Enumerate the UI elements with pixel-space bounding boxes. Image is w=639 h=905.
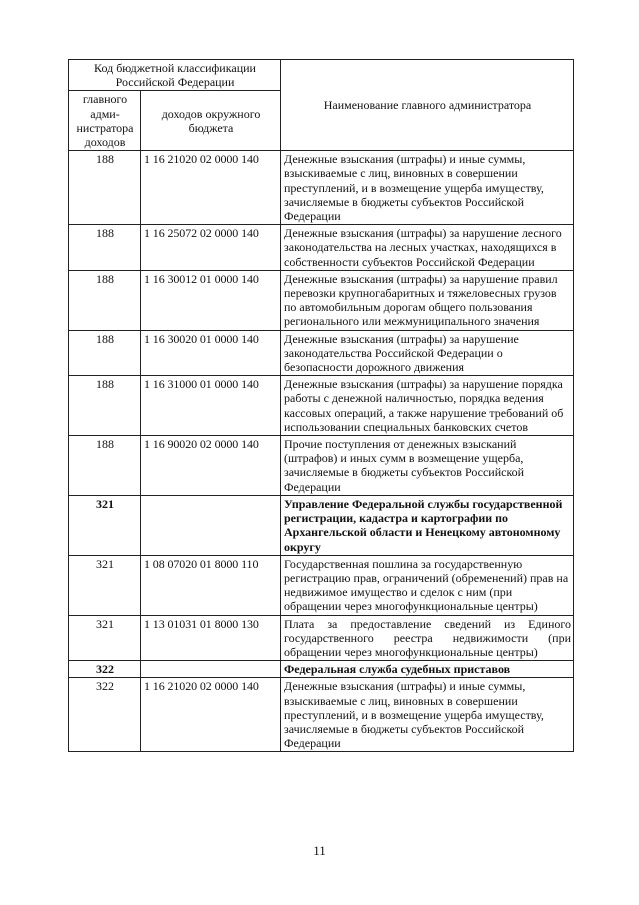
admin-name-cell: Федеральная служба судебных приставов	[281, 661, 574, 678]
admin-name-cell: Денежные взыскания (штрафы) и иные суммы, взыскиваемые с лиц, виновных в совершении преступлений, и в возмещение ущерба имуществу, зачисляемые в бюджеты субъектов Российской Федерации	[281, 151, 574, 225]
admin-code-cell: 188	[69, 151, 141, 225]
admin-code-cell: 321	[69, 495, 141, 555]
header-code-group: Код бюджетной классификации Российской Федерации	[69, 60, 281, 91]
page-number: 11	[313, 843, 326, 858]
table-row	[69, 330, 574, 376]
table-section-row	[69, 495, 574, 555]
income-code-cell: 1 08 07020 01 8000 110	[141, 555, 281, 615]
table-row	[69, 151, 574, 225]
admin-code-cell: 188	[69, 376, 141, 436]
header-income-code: доходов окружного бюджета	[141, 91, 281, 151]
header-admin-code: главного адми-нистратора доходов	[69, 91, 141, 151]
admin-name-cell: Государственная пошлина за государственную регистрацию прав, ограничений (обременений) прав на недвижимое имущество и сделок с ним (при обращении через многофункциональные центры)	[281, 555, 574, 615]
admin-name-cell: Плата за предоставление сведений из Единого государственного реестра недвижимости (при обращении через многофункциональные центры)	[281, 615, 574, 661]
admin-code-cell: 188	[69, 270, 141, 330]
table-row	[69, 678, 574, 752]
table-row	[69, 615, 574, 661]
admin-name-cell: Прочие поступления от денежных взысканий (штрафов) и иных сумм в возмещение ущерба, зачисляемые в бюджеты субъектов Российской Федерации	[281, 436, 574, 496]
admin-name-cell: Денежные взыскания (штрафы) за нарушение лесного законодательства на лесных участках, находящихся в собственности субъектов Российской Федерации	[281, 225, 574, 271]
admin-code-cell: 322	[69, 678, 141, 752]
table-row	[69, 555, 574, 615]
income-code-cell	[141, 661, 281, 678]
table-row	[69, 225, 574, 271]
admin-code-cell: 321	[69, 615, 141, 661]
admin-code-cell: 321	[69, 555, 141, 615]
admin-name-cell: Управление Федеральной службы государственной регистрации, кадастра и картографии по Архангельской области и Ненецкому автономному округу	[281, 495, 574, 555]
admin-name-cell: Денежные взыскания (штрафы) за нарушение порядка работы с денежной наличностью, порядка ведения кассовых операций, а также нарушение требований об использовании специальных банковских счетов	[281, 376, 574, 436]
income-code-cell: 1 16 25072 02 0000 140	[141, 225, 281, 271]
income-code-cell: 1 16 21020 02 0000 140	[141, 151, 281, 225]
admin-name-cell: Денежные взыскания (штрафы) за нарушение законодательства Российской Федерации о безопасности дорожного движения	[281, 330, 574, 376]
income-code-cell: 1 13 01031 01 8000 130	[141, 615, 281, 661]
table-row	[69, 376, 574, 436]
admin-name-cell: Денежные взыскания (штрафы) за нарушение правил перевозки крупногабаритных и тяжеловесных грузов по автомобильным дорогам общего пользования регионального или межмуниципального значения	[281, 270, 574, 330]
admin-name-cell: Денежные взыскания (штрафы) и иные суммы, взыскиваемые с лиц, виновных в совершении преступлений, и в возмещение ущерба имуществу, зачисляемые в бюджеты субъектов Российской Федерации	[281, 678, 574, 752]
income-code-cell: 1 16 30020 01 0000 140	[141, 330, 281, 376]
table-row	[69, 270, 574, 330]
admin-code-cell: 188	[69, 330, 141, 376]
income-code-cell: 1 16 30012 01 0000 140	[141, 270, 281, 330]
table-header	[69, 60, 574, 151]
admin-code-cell: 322	[69, 661, 141, 678]
income-code-cell: 1 16 90020 02 0000 140	[141, 436, 281, 496]
income-code-cell	[141, 495, 281, 555]
table-body	[69, 151, 574, 752]
admin-code-cell: 188	[69, 436, 141, 496]
admin-code-cell: 188	[69, 225, 141, 271]
table-row	[69, 436, 574, 496]
header-row-group	[69, 60, 574, 91]
table-section-row	[69, 661, 574, 678]
header-admin-name: Наименование главного администратора	[281, 60, 574, 151]
income-code-cell: 1 16 21020 02 0000 140	[141, 678, 281, 752]
income-code-cell: 1 16 31000 01 0000 140	[141, 376, 281, 436]
budget-classification-table	[68, 59, 574, 752]
